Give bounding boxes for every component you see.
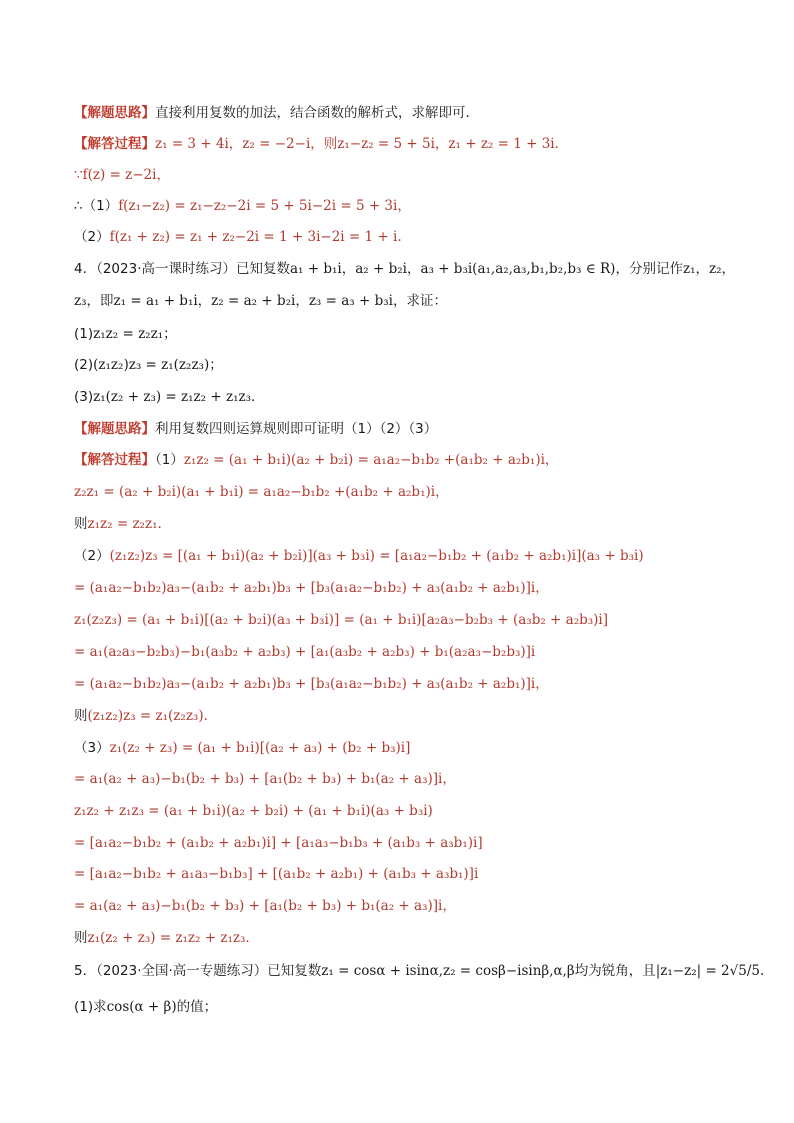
line-27: 则z₁(z₂ + z₃) = z₁z₂ + z₁z₃. (74, 930, 250, 946)
line-23: z₁z₂ + z₁z₃ = (a₁ + b₁i)(a₂ + b₂i) + (a₁ + b₁i)(a₃ + b₃i) (74, 803, 433, 819)
line-18: = a₁(a₂a₃−b₂b₃)−b₁(a₃b₂ + a₂b₃) + [a₁(a₃b₂ + a₂b₃) + b₁(a₂a₃−b₂b₃)]i (74, 644, 536, 660)
section-tag: 【解题思路】 (74, 421, 155, 437)
line-11: 【解题思路】利用复数四则运算规则即可证明（1）（2）（3） (74, 421, 438, 437)
line-22: = a₁(a₂ + a₃)−b₁(b₂ + b₃) + [a₁(b₂ + b₃) + b₁(a₂ + a₃)]i， (74, 771, 456, 787)
section-tag: 【解答过程】 (74, 136, 155, 152)
line-1: 【解题思路】直接利用复数的加法，结合函数的解析式，求解即可． (74, 105, 479, 121)
line-3: ∵f(z) = z−2i， (74, 167, 170, 183)
line-10: (3)z₁(z₂ + z₃) = z₁z₂ + z₁z₃． (74, 389, 265, 405)
line-14: 则z₁z₂ = z₂z₁. (74, 516, 162, 532)
line-25: = [a₁a₂−b₁b₂ + a₁a₃−b₁b₃] + [(a₁b₂ + a₂b₁) + (a₁b₃ + a₃b₁)]i (74, 866, 479, 882)
section-tag: 【解题思路】 (74, 105, 155, 121)
line-7: z₃，即z₁ = a₁ + b₁i，z₂ = a₂ + b₂i，z₃ = a₃ + b₃i，求证： (74, 293, 447, 309)
line-2: 【解答过程】z₁ = 3 + 4i，z₂ = −2−i，则z₁−z₂ = 5 + 5i，z₁ + z₂ = 1 + 3i． (74, 136, 569, 152)
line-8: (1)z₁z₂ = z₂z₁； (74, 326, 177, 342)
line-13: z₂z₁ = (a₂ + b₂i)(a₁ + b₁i) = a₁a₂−b₁b₂ +(a₁b₂ + a₂b₁)i， (74, 484, 449, 500)
line-15: （2）(z₁z₂)z₃ = [(a₁ + b₁i)(a₂ + b₂i)](a₃ + b₃i) = [a₁a₂−b₁b₂ + (a₁b₂ + a₂b₁)i](a₃ + b₃i) (74, 548, 644, 564)
line-26: = a₁(a₂ + a₃)−b₁(b₂ + b₃) + [a₁(b₂ + b₃) + b₁(a₂ + a₃)]i， (74, 898, 456, 914)
line-6: 4．（2023·高一课时练习）已知复数a₁ + b₁i，a₂ + b₂i，a₃ + b₃i(a₁,a₂,a₃,b₁,b₂,b₃ ∈ R)，分别记作z₁，z₂， (74, 261, 735, 277)
line-28: 5．（2023·全国·高一专题练习）已知复数z₁ = cosα + isinα,z₂ = cosβ−isinβ,α,β均为锐角，且|z₁−z₂| = 2√5/5. (74, 963, 765, 979)
line-17: z₁(z₂z₃) = (a₁ + b₁i)[(a₂ + b₂i)(a₃ + b₃i)] = (a₁ + b₁i)[a₂a₃−b₂b₃ + (a₃b₂ + a₂b₃)i] (74, 612, 609, 628)
line-19: = (a₁a₂−b₁b₂)a₃−(a₁b₂ + a₂b₁)b₃ + [b₃(a₁a₂−b₁b₂) + a₃(a₁b₂ + a₂b₁)]i， (74, 676, 549, 692)
line-24: = [a₁a₂−b₁b₂ + (a₁b₂ + a₂b₁)i] + [a₁a₃−b₁b₃ + (a₁b₃ + a₃b₁)i] (74, 835, 483, 851)
line-12: 【解答过程】（1）z₁z₂ = (a₁ + b₁i)(a₂ + b₂i) = a₁a₂−b₁b₂ +(a₁b₂ + a₂b₁)i， (74, 452, 559, 468)
line-16: = (a₁a₂−b₁b₂)a₃−(a₁b₂ + a₂b₁)b₃ + [b₃(a₁a₂−b₁b₂) + a₃(a₁b₂ + a₂b₁)]i， (74, 580, 549, 596)
line-4: ∴（1）f(z₁−z₂) = z₁−z₂−2i = 5 + 5i−2i = 5 + 3i， (74, 198, 411, 214)
line-5: （2）f(z₁ + z₂) = z₁ + z₂−2i = 1 + 3i−2i = 1 + i. (74, 229, 402, 245)
line-21: （3）z₁(z₂ + z₃) = (a₁ + b₁i)[(a₂ + a₃) + (b₂ + b₃)i] (74, 740, 411, 756)
line-29: (1)求cos(α + β)的值； (74, 999, 218, 1015)
line-20: 则(z₁z₂)z₃ = z₁(z₂z₃). (74, 708, 208, 724)
line-9: (2)(z₁z₂)z₃ = z₁(z₂z₃)； (74, 357, 223, 373)
section-tag: 【解答过程】 (74, 452, 155, 468)
